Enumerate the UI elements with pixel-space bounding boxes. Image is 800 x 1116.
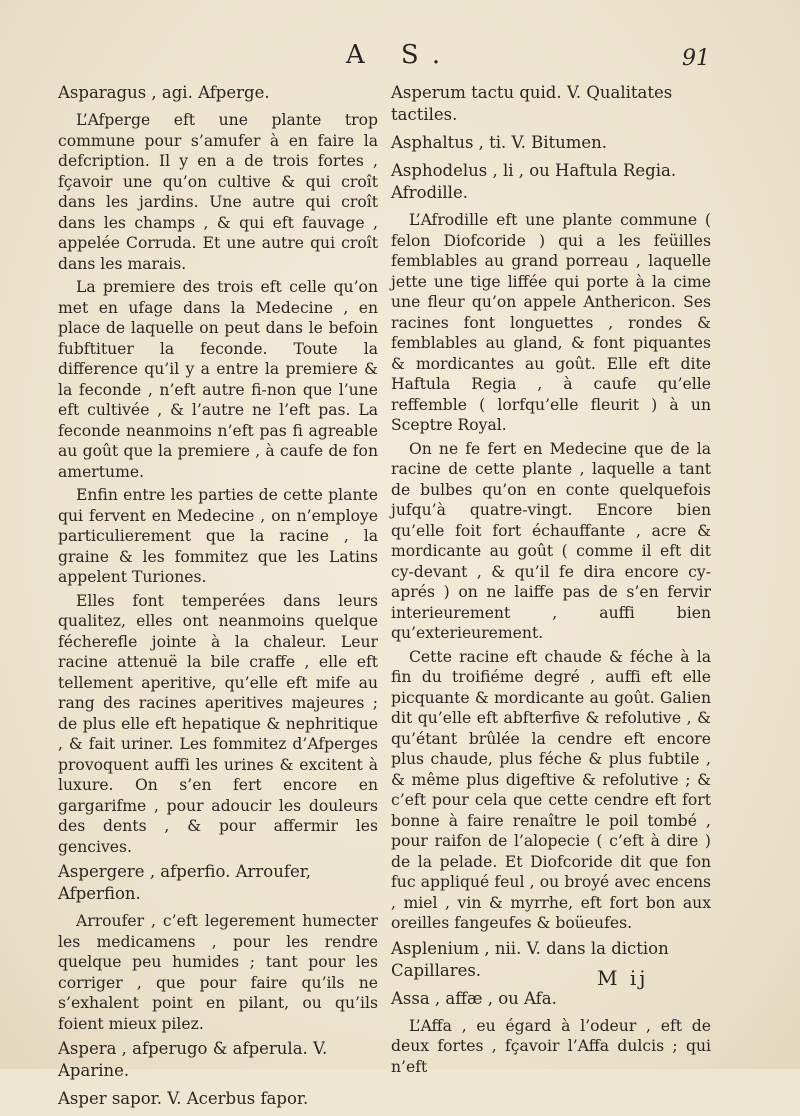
entry-paragraph: Enfin entre les parties de cette plante qui fervent en Medecine , on n’employe particulierement que la racine , la graine & les fommitez que les Latins appelent Turiones. — [58, 486, 378, 586]
entry-headword: Assa , affæ , ou Afa. — [391, 988, 557, 1008]
entry-headword: Aspera , afperugo & afperula. V. Aparine. — [58, 1039, 328, 1080]
entry-headword: Asphodelus , li , ou Haftula Regia. Afrodille. — [391, 161, 677, 202]
entry-paragraph: Cette racine eft chaude & féche à la fin du troifiéme degré , auffi eft elle picquante & mordicante au goût. Galien dit qu’elle eft abfterfive & refolutive , & qu’étant brûlée la cendre eft encore plus chaude, plus féche & plus fubtile , & même plus digeftive & refolutive ; & c’eft pour cela que cette cendre eft fort bonne à faire renaître le poil tombé , pour raifon de l’alopecie ( c’eft à dire ) de la pelade. Et Diofcoride dit que fon fuc appliqué feul , ou broyé avec encens , miel , vin & myrrhe, eft fort bon aux oreilles fangeufes & boüeufes. — [391, 647, 711, 932]
signature-mark: M ij — [597, 966, 649, 990]
entry-headword: Asperum tactu quid. V. Qualitates tactiles. — [391, 83, 673, 124]
entry-headword: Asphaltus , ti. V. Bitumen. — [391, 133, 608, 152]
entry-paragraph: Elles font temperées dans leurs qualitez, elles ont neanmoins quelque fécherefle jointe à la chaleur. Leur racine attenuë la bile craffe , elle eft tellement aperitive, qu’elle eft mife au rang des racines aperitives majeures ; de plus elle eft hepatique & nephritique , & fait uriner. Les fommitez d’Afperges provoquent auffi les urines & excitent à luxure. On s’en fert encore en gargarifme , pour adoucir les douleurs des dents , & pour affermir les gencives. — [58, 591, 378, 856]
entry-paragraph: L’Afperge eft une plante trop commune pour s’amufer à en faire la defcription. Il y en a de trois fortes , fçavoir une qu’on cultive & qui croît dans les jardins. Une autre qui croît dans les champs , & qui eft fauvage , appelée Corruda. Et une autre qui croît dans les marais. — [58, 111, 378, 273]
entry-headword: Asper sapor. V. Acerbus fapor. — [58, 1089, 309, 1108]
left-column — [58, 78, 378, 1116]
entry-paragraph: La premiere des trois eft celle qu’on met en ufage dans la Medecine , en place de laquelle on peut dans le befoin fubftituer la feconde. Toute la difference qu’il y a entre la premiere & la feconde , n’eft autre fi-non que l’une eft cultivée , & l’autre ne l’eft pas. La feconde neanmoins n’eft pas fi agreable au goût que la premiere , à caufe de fon amertume. — [58, 278, 378, 481]
page-number: 91 — [682, 46, 710, 71]
entry-paragraph: Arroufer , c’eft legerement humecter les medicamens , pour les rendre quelque peu humides ; tant pour les corriger , que pour faire qu’ils ne s’exhalent point en pilant, ou qu’ils foient mieux pilez. — [58, 912, 378, 1033]
entry-paragraph: On ne fe fert en Medecine que de la racine de cette plante , laquelle a tant de bulbes qu’on en conte quelquefois jufqu’à quatre-vingt. Encore bien qu’elle foit fort échauffante , acre & mordicante au goût ( comme il eft dit cy-devant , & qu’il fe dira encore cy-aprés ) on ne laiffe pas de s’en fervir interieurement , auffi bien qu’exterieurement. — [391, 439, 711, 642]
entry-headword: Asparagus , agi. Afperge. — [58, 83, 270, 102]
running-head: A S. — [345, 40, 455, 70]
right-column — [391, 78, 711, 1080]
entry-paragraph: L’Affa , eu égard à l’odeur , eft de deux fortes , fçavoir l’Affa dulcis ; qui n’eft — [391, 1016, 711, 1076]
entry-headword: Asplenium , nii. V. dans la diction Capillares. — [391, 938, 669, 980]
entry-paragraph: L’Afrodille eft une plante commune ( felon Diofcoride ) qui a les feüilles femblables au grand porreau , laquelle jette une tige liffée qui porte à la cime une fleur qu’on appele Anthericon. Ses racines font longuettes , rondes & femblables au gland, & font piquantes & mordicantes au goût. Elle eft dite Haftula Regia , à caufe qu’elle reffemble ( lorfqu’elle fleurit ) à un Sceptre Royal. — [391, 211, 711, 434]
entry-headword: Aspergere , afperfio. Arroufer, Afperfion. — [58, 862, 312, 903]
